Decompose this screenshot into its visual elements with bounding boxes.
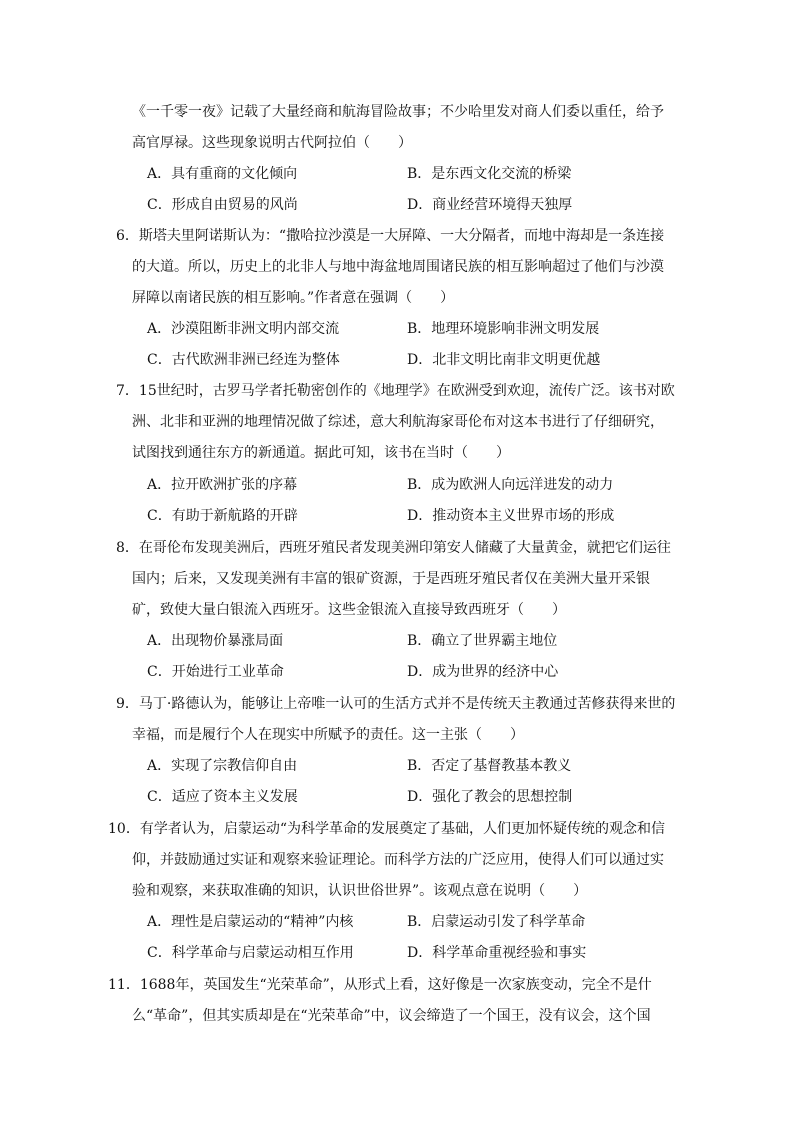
question-text: 斯塔夫里阿诺斯认为：“撒哈拉沙漠是一大屏障、一大分隔者，而地中海却是一条连接的大道。所以，历史上的北非人与地中海盆地周围诸民族的相互影响超过了他们与沙漠屏障以南诸民族的相互影响。”作者意在强调（ ） [132,228,665,306]
question-8-stem [116,533,677,626]
option-d[interactable]: D．北非文明比南非文明更优越 [407,352,601,368]
question-10-stem [108,814,677,907]
question-number: 9． [116,696,139,712]
question-text: 马丁·路德认为，能够让上帝唯一认可的生活方式并不是传统天主教通过苦修获得来世的幸福，而是履行个人在现实中所赋予的责任。这一主张（ ） [132,696,676,743]
question-number: 8． [116,540,139,556]
option-c[interactable]: C．有助于新航路的开辟 [147,508,298,524]
question-6-stem [116,221,677,314]
question-number: 7． [116,383,139,399]
question-number: 10． [108,821,140,837]
option-c[interactable]: C．适应了资本主义发展 [147,789,298,805]
question-text: 有学者认为，启蒙运动“为科学革命的发展奠定了基础，人们更加怀疑传统的观念和信仰，并鼓励通过实证和观察来验证理论。而科学方法的广泛应用，使得人们可以通过实验和观察，来获取准确的知识，认识世俗世界”。该观点意在说明（ ） [132,821,665,899]
option-c[interactable]: C．古代欧洲非洲已经连为整体 [147,352,340,368]
question-7-stem [116,376,677,469]
question-text: 1688年，英国发生“光荣革命”，从形式上看，这好像是一次家族变动，完全不是什么“革命”，但其实质却是在“光荣革命”中，议会缔造了一个国王，没有议会，这个国 [132,977,652,1024]
option-d[interactable]: D．商业经营环境得天独厚 [407,197,573,213]
option-b[interactable]: B．是东西文化交流的桥梁 [407,166,572,182]
option-b[interactable]: B．成为欧洲人向远洋进发的动力 [407,477,614,493]
question-10-options [147,907,677,969]
question-text: 15世纪时，古罗马学者托勒密创作的《地理学》在欧洲受到欢迎，流传广泛。该书对欧洲、北非和亚洲的地理情况做了综述，意大利航海家哥伦布对这本书进行了仔细研究，试图找到通往东方的新通道。据此可知，该书在当时（ ） [132,383,675,461]
option-b[interactable]: B．否定了基督教基本教义 [407,758,572,774]
question-5-stem: 《一千零一夜》记载了大量经商和航海冒险故事；不少哈里发对商人们委以重任，给予高官厚禄。这些现象说明古代阿拉伯（ ） [132,104,664,151]
question-9-options [147,751,677,813]
question-6-options [147,314,677,376]
question-8-options [147,626,677,688]
option-a[interactable]: A．理性是启蒙运动的“精神”内核 [147,914,354,930]
option-d[interactable]: D．成为世界的经济中心 [407,664,559,680]
question-7-options [147,470,677,532]
question-9-stem [116,689,677,751]
question-5-options [147,159,677,221]
option-b[interactable]: B．启蒙运动引发了科学革命 [407,914,586,930]
question-number: 6． [116,228,139,244]
option-d[interactable]: D．推动资本主义世界市场的形成 [407,508,615,524]
option-a[interactable]: A．实现了宗教信仰自由 [147,758,298,774]
option-c[interactable]: C．形成自由贸易的风尚 [147,197,298,213]
option-b[interactable]: B．确立了世界霸主地位 [407,633,558,649]
question-text: 在哥伦布发现美洲后，西班牙殖民者发现美洲印第安人储藏了大量黄金，就把它们运往国内；后来，又发现美洲有丰富的银矿资源，于是西班牙殖民者仅在美洲大量开采银矿，致使大量白银流入西班牙。这些金银流入直接导致西班牙（ ） [132,540,671,618]
option-a[interactable]: A．具有重商的文化倾向 [147,166,298,182]
question-number: 11． [108,977,140,993]
question-11-stem [108,970,677,1032]
option-a[interactable]: A．拉开欧洲扩张的序幕 [147,477,298,493]
option-a[interactable]: A．沙漠阻断非洲文明内部交流 [147,321,340,337]
option-d[interactable]: D．科学革命重视经验和事实 [407,945,587,961]
option-d[interactable]: D．强化了教会的思想控制 [407,789,573,805]
option-b[interactable]: B．地理环境影响非洲文明发展 [407,321,600,337]
option-a[interactable]: A．出现物价暴涨局面 [147,633,284,649]
option-c[interactable]: C．开始进行工业革命 [147,664,284,680]
option-c[interactable]: C．科学革命与启蒙运动相互作用 [147,945,354,961]
